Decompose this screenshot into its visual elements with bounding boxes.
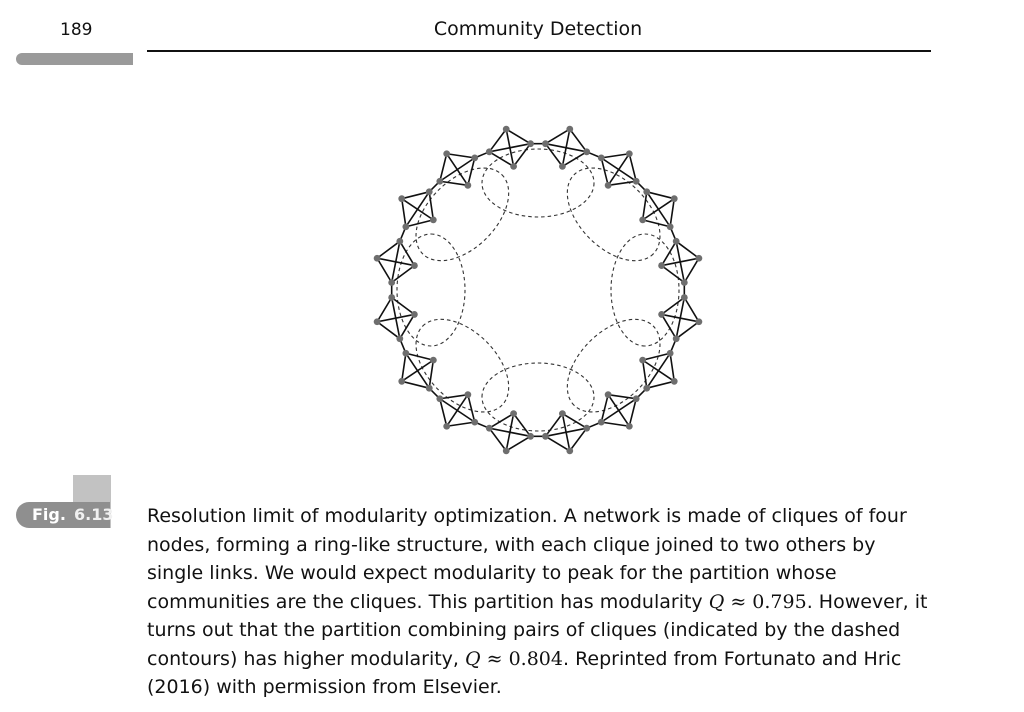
network-node bbox=[503, 447, 510, 454]
network-node bbox=[633, 178, 640, 185]
network-node bbox=[443, 423, 450, 430]
network-node bbox=[598, 154, 605, 161]
network-node bbox=[388, 294, 395, 301]
network-node bbox=[643, 385, 650, 392]
network-node bbox=[695, 255, 702, 262]
network-node bbox=[658, 311, 665, 318]
clique-edge bbox=[377, 258, 392, 282]
caption-approx-2: ≈ bbox=[480, 647, 509, 670]
network-node bbox=[639, 216, 646, 223]
community-contour bbox=[550, 151, 677, 278]
network-node bbox=[626, 150, 633, 157]
figure-label: Fig. bbox=[32, 505, 66, 524]
community-contour bbox=[399, 151, 526, 278]
clique-edge bbox=[670, 199, 674, 227]
network-node bbox=[639, 357, 646, 364]
network-node bbox=[633, 395, 640, 402]
network-node bbox=[471, 154, 478, 161]
clique-edge bbox=[506, 436, 530, 451]
network-node bbox=[566, 126, 573, 133]
clique-edge bbox=[506, 129, 530, 144]
clique-edge bbox=[447, 154, 475, 158]
clique-edge bbox=[684, 258, 699, 282]
clique-edge bbox=[562, 414, 586, 429]
caption-approx-1: ≈ bbox=[724, 590, 753, 613]
network-node bbox=[471, 419, 478, 426]
clique-edge bbox=[643, 360, 647, 388]
network-node bbox=[436, 178, 443, 185]
clique-edge bbox=[601, 154, 629, 158]
network-node bbox=[510, 163, 517, 170]
clique-edge bbox=[402, 199, 406, 227]
network-node bbox=[673, 238, 680, 245]
network-node bbox=[673, 335, 680, 342]
caption-q-symbol-1: Q bbox=[708, 590, 725, 613]
network-node bbox=[667, 223, 674, 230]
network-node bbox=[667, 350, 674, 357]
clique-edge bbox=[489, 152, 513, 167]
network-node bbox=[583, 425, 590, 432]
caption-q-symbol-2: Q bbox=[465, 647, 481, 670]
network-node bbox=[396, 335, 403, 342]
page-number: 189 bbox=[60, 20, 93, 40]
community-contour bbox=[611, 234, 679, 346]
clique-edge bbox=[447, 395, 468, 427]
caption-text-2: . However, it turns out that the partition combining pairs of cliques (indicated by the dashed contours) has higher modularity, bbox=[147, 590, 928, 670]
network-node bbox=[486, 148, 493, 155]
network-node bbox=[658, 262, 665, 269]
community-contour bbox=[550, 302, 677, 429]
network-node bbox=[671, 195, 678, 202]
clique-edge bbox=[684, 297, 699, 321]
network-node bbox=[605, 391, 612, 398]
figure-caption bbox=[147, 502, 937, 702]
community-contour bbox=[397, 234, 465, 346]
clique-edge bbox=[377, 297, 392, 321]
running-title: Community Detection bbox=[433, 18, 643, 40]
network-node bbox=[398, 195, 405, 202]
network-node bbox=[503, 126, 510, 133]
network-node bbox=[671, 378, 678, 385]
network-node bbox=[426, 188, 433, 195]
network-node bbox=[443, 150, 450, 157]
clique-edge bbox=[670, 353, 674, 381]
network-node bbox=[430, 216, 437, 223]
network-node bbox=[566, 447, 573, 454]
network-node bbox=[542, 140, 549, 147]
clique-edge bbox=[608, 181, 636, 185]
caption-q-value-2: 0.804 bbox=[508, 647, 563, 670]
network-node bbox=[430, 357, 437, 364]
network-node bbox=[527, 140, 534, 147]
network-node bbox=[411, 311, 418, 318]
clique-edge bbox=[662, 241, 677, 265]
clique-edge bbox=[601, 422, 629, 426]
community-contour bbox=[399, 302, 526, 429]
network-node bbox=[695, 318, 702, 325]
network-node bbox=[559, 163, 566, 170]
network-node bbox=[402, 350, 409, 357]
clique-edge bbox=[402, 353, 406, 381]
clique-edge bbox=[608, 154, 629, 186]
network-node bbox=[510, 410, 517, 417]
network-node bbox=[605, 182, 612, 189]
network-node bbox=[388, 279, 395, 286]
clique-edge bbox=[400, 314, 415, 338]
network-node bbox=[464, 182, 471, 189]
clique-edge bbox=[402, 199, 434, 220]
figure-number: 6.13 bbox=[74, 505, 114, 524]
clique-edge bbox=[447, 422, 475, 426]
network-node bbox=[426, 385, 433, 392]
network-node bbox=[396, 238, 403, 245]
network-node bbox=[542, 433, 549, 440]
network-node bbox=[681, 294, 688, 301]
clique-edge bbox=[429, 192, 433, 220]
clique-edge bbox=[545, 436, 569, 451]
network-node bbox=[411, 262, 418, 269]
clique-edge bbox=[440, 395, 468, 399]
network-node bbox=[583, 148, 590, 155]
caption-text-3: . Reprinted from Fortunato and Hric (2016) with permission from Elsevier. bbox=[147, 647, 902, 698]
caption-q-value-1: 0.795 bbox=[752, 590, 807, 613]
clique-edge bbox=[545, 129, 569, 144]
network-node bbox=[436, 395, 443, 402]
network-node bbox=[402, 223, 409, 230]
network-node bbox=[559, 410, 566, 417]
community-contour bbox=[482, 363, 594, 431]
network-node bbox=[527, 433, 534, 440]
clique-edge bbox=[643, 360, 675, 381]
community-contour bbox=[482, 149, 594, 217]
caption-text-1: Resolution limit of modularity optimization. A network is made of cliques of four nodes, forming a ring-like structure, with each clique joined to two others by single links. We would expect modularity to peak for the partition whose communities are the cliques. This partition has modularity bbox=[147, 505, 907, 613]
network-node bbox=[398, 378, 405, 385]
network-node bbox=[486, 425, 493, 432]
network-node bbox=[374, 255, 381, 262]
network-node bbox=[598, 419, 605, 426]
network-node bbox=[464, 391, 471, 398]
network-node bbox=[374, 318, 381, 325]
network-node bbox=[643, 188, 650, 195]
network-node bbox=[681, 279, 688, 286]
network-node bbox=[626, 423, 633, 430]
